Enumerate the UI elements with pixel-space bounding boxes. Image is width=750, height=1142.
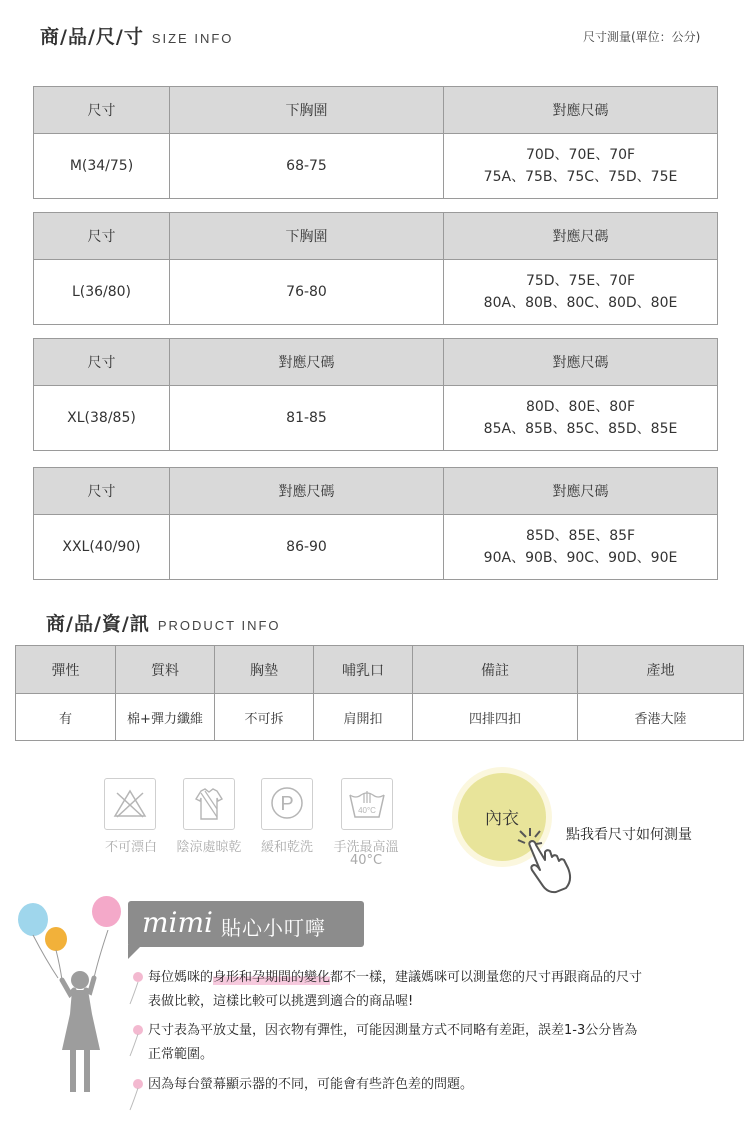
size-value: XXL(40/90) <box>34 515 170 580</box>
elasticity-header: 彈性 <box>16 646 116 694</box>
material-value: 棉+彈力纖維 <box>116 694 215 741</box>
cup-line-2: 80A、80B、80C、80D、80E <box>483 295 678 311</box>
note-header: 備註 <box>413 646 578 694</box>
size-header: 尺寸 <box>34 339 170 386</box>
tip-bullet-icon <box>133 972 143 982</box>
cup-values <box>444 134 718 199</box>
cup-line-2: 85A、85B、85C、85D、85E <box>483 421 678 437</box>
underbust-header: 對應尺碼 <box>170 339 444 386</box>
size-info-heading <box>40 22 233 49</box>
underbust-header: 下胸圍 <box>170 87 444 134</box>
product-info-title-cn: 商/品/資/訊 <box>46 613 150 635</box>
origin-value: 香港大陸 <box>578 694 744 741</box>
size-value: L(36/80) <box>34 260 170 325</box>
shade-dry-label: 陰涼處晾乾 <box>176 840 242 855</box>
size-table-xl <box>33 338 718 451</box>
cup-line-2: 75A、75B、75C、75D、75E <box>483 169 678 185</box>
tip-item-1 <box>148 966 738 1014</box>
size-value: M(34/75) <box>34 134 170 199</box>
range-value: 86-90 <box>170 515 444 580</box>
size-table-m <box>33 86 718 199</box>
no-bleach-icon <box>104 778 156 830</box>
size-header: 尺寸 <box>34 468 170 515</box>
dry-clean-letter: P <box>280 793 294 815</box>
underbust-header: 對應尺碼 <box>170 468 444 515</box>
measure-circle-label[interactable]: 內衣 <box>485 809 519 829</box>
shade-dry-icon <box>183 778 235 830</box>
cup-line-1: 70D、70E、70F <box>525 147 636 163</box>
tip-item-2 <box>148 1019 738 1067</box>
cup-header: 對應尺碼 <box>444 339 718 386</box>
tips-heading: 貼心小叮嚀 <box>221 916 326 940</box>
origin-header: 產地 <box>578 646 744 694</box>
size-info-title-cn: 商/品/尺/寸 <box>40 26 144 48</box>
wash-temp-label: 40°C <box>358 806 376 815</box>
product-info-table <box>15 645 744 741</box>
note-value: 四排四扣 <box>413 694 578 741</box>
no-bleach-label: 不可漂白 <box>104 840 157 855</box>
cup-line-2: 90A、90B、90C、90D、90E <box>483 550 678 566</box>
hand-wash-icon <box>341 778 393 830</box>
range-value: 81-85 <box>170 386 444 451</box>
tip-1-highlight: 身形和孕期間的變化 <box>213 970 331 985</box>
cup-header: 對應尺碼 <box>444 213 718 260</box>
pink-balloon-icon <box>92 896 121 927</box>
size-info-title-en: SIZE INFO <box>151 31 234 46</box>
size-value: XL(38/85) <box>34 386 170 451</box>
tip-connector-lines <box>126 982 140 1112</box>
measure-link-text[interactable]: 點我看尺寸如何測量 <box>566 827 692 843</box>
pad-value: 不可拆 <box>215 694 314 741</box>
unit-note: 尺寸測量(單位：公分) <box>583 30 701 44</box>
size-header: 尺寸 <box>34 87 170 134</box>
hand-wash-label-line2: 40°C <box>349 853 383 868</box>
tip-1-line2: 表做比較，這樣比較可以挑選到適合的商品喔! <box>148 994 414 1009</box>
size-table-xxl <box>33 467 718 580</box>
pad-header: 胸墊 <box>215 646 314 694</box>
nursing-opening-header: 哺乳口 <box>314 646 413 694</box>
size-header: 尺寸 <box>34 213 170 260</box>
cup-line-1: 80D、80E、80F <box>525 399 636 415</box>
brand-logo: mimi <box>142 906 214 939</box>
gentle-dry-clean-label: 緩和乾洗 <box>260 840 313 855</box>
size-table-l <box>33 212 718 325</box>
cup-line-1: 85D、85E、85F <box>525 528 636 544</box>
tip-3-text: 因為每台螢幕顯示器的不同，可能會有些許色差的問題。 <box>148 1077 474 1092</box>
cup-line-1: 75D、75E、70F <box>525 273 636 289</box>
tip-item-3 <box>148 1073 738 1097</box>
cup-values <box>444 260 718 325</box>
nursing-opening-value: 肩開扣 <box>314 694 413 741</box>
tip-2-text: 尺寸表為平放丈量，因衣物有彈性，可能因測量方式不同略有差距，誤差1-3公分皆為 <box>148 1023 638 1038</box>
tip-2-line2: 正常範圍。 <box>148 1047 214 1062</box>
hand-wash-label <box>328 836 404 868</box>
cup-header: 對應尺碼 <box>444 87 718 134</box>
range-value: 68-75 <box>170 134 444 199</box>
underbust-header: 下胸圍 <box>170 213 444 260</box>
product-info-title-en: PRODUCT INFO <box>157 618 281 633</box>
hand-wash-label-line1: 手洗最高溫 <box>333 840 399 855</box>
cup-header: 對應尺碼 <box>444 468 718 515</box>
material-header: 質料 <box>116 646 215 694</box>
product-info-heading <box>46 609 281 636</box>
cup-values <box>444 515 718 580</box>
cup-values <box>444 386 718 451</box>
girl-silhouette-icon <box>18 930 128 1104</box>
range-value: 76-80 <box>170 260 444 325</box>
tip-1-text: 每位媽咪的 <box>148 970 214 985</box>
tips-banner-tail <box>128 945 142 959</box>
elasticity-value: 有 <box>16 694 116 741</box>
gentle-dry-clean-icon <box>261 778 313 830</box>
tip-1-text-rest: 都不一樣，建議媽咪可以測量您的尺寸再跟商品的尺寸 <box>330 970 643 985</box>
